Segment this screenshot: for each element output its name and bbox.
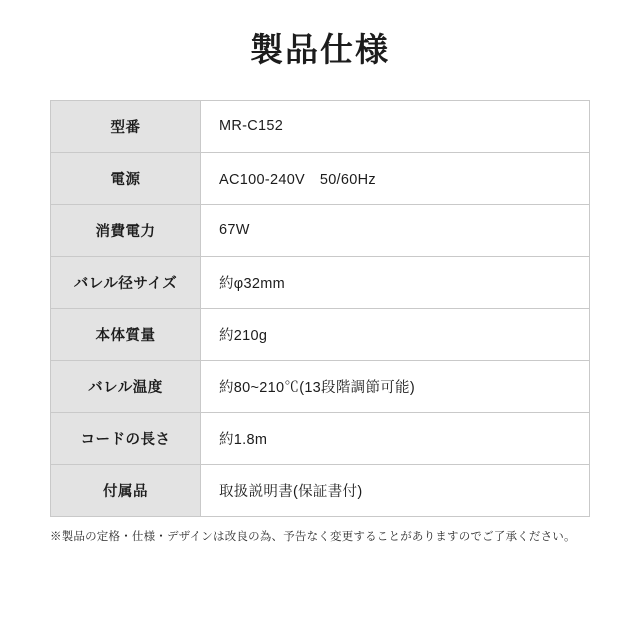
page-title: 製品仕様 (250, 31, 390, 68)
spec-value-barrel-temperature: 約80~210℃(13段階調節可能) (201, 360, 590, 412)
spec-value-accessories: 取扱説明書(保証書付) (201, 464, 590, 516)
spec-table-container (50, 100, 590, 517)
specification-table-body (51, 100, 590, 516)
spec-value-weight: 約210g (201, 308, 590, 360)
spec-label-power-source: 電源 (51, 152, 201, 204)
spec-value-cord-length: 約1.8m (201, 412, 590, 464)
spec-value-power-consumption: 67W (201, 204, 590, 256)
table-row (51, 360, 590, 412)
spec-label-barrel-diameter: バレル径サイズ (51, 256, 201, 308)
spec-label-weight: 本体質量 (51, 308, 201, 360)
table-row (51, 256, 590, 308)
spec-value-barrel-diameter: 約φ32mm (201, 256, 590, 308)
spec-value-power-source: AC100-240V 50/60Hz (201, 152, 590, 204)
spec-value-model-number: MR-C152 (201, 100, 590, 152)
table-row (51, 100, 590, 152)
spec-label-barrel-temperature: バレル温度 (51, 360, 201, 412)
specification-table (50, 100, 590, 517)
spec-label-model-number: 型番 (51, 100, 201, 152)
table-row (51, 152, 590, 204)
spec-label-power-consumption: 消費電力 (51, 204, 201, 256)
table-row (51, 204, 590, 256)
spec-label-cord-length: コードの長さ (51, 412, 201, 464)
spec-label-accessories: 付属品 (51, 464, 201, 516)
table-row (51, 464, 590, 516)
table-row (51, 308, 590, 360)
table-row (51, 412, 590, 464)
disclaimer-note: ※製品の定格・仕様・デザインは改良の為、予告なく変更することがありますのでご了承ください。 (50, 530, 576, 543)
